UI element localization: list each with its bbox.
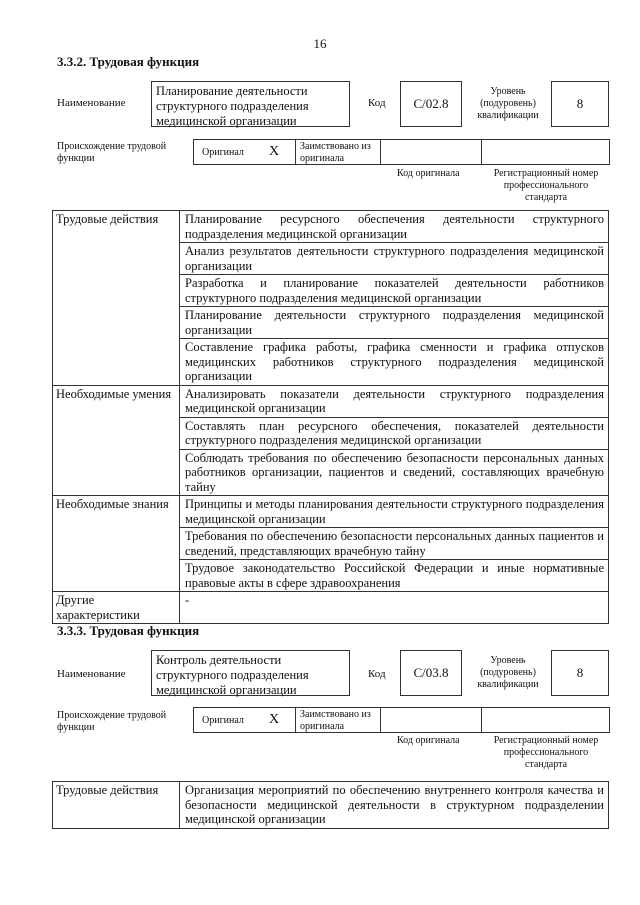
original-mark: X <box>269 712 280 727</box>
divider <box>295 708 296 732</box>
table-row <box>53 592 609 624</box>
function-code: С/03.8 <box>400 650 462 696</box>
table-cell: Соблюдать требования по обеспечению безопасности персональных данных работников организации, пациентов и сведений, составляющих врачебную тайну <box>180 449 609 496</box>
table-row <box>53 496 609 528</box>
function-code: С/02.8 <box>400 81 462 127</box>
level-label: Уровень (подуровень) квалификации <box>477 86 539 121</box>
row-label: Трудовые действия <box>53 211 180 386</box>
divider <box>481 140 482 164</box>
row-label: Трудовые действия <box>53 782 180 829</box>
table-cell: Анализ результатов деятельности структурного подразделения медицинской организации <box>180 243 609 275</box>
table-cell: Принципы и методы планирования деятельности структурного подразделения медицинской организации <box>180 496 609 528</box>
origin-label: Происхождение трудовой функции <box>57 141 167 164</box>
table-row <box>53 385 609 417</box>
code-label: Код <box>368 97 386 109</box>
origin-table <box>193 139 610 165</box>
code-original-label: Код оригинала <box>397 168 460 179</box>
borrowed-label: Заимствовано из оригинала <box>300 709 371 732</box>
code-label: Код <box>368 668 386 680</box>
divider <box>481 708 482 732</box>
table-cell: Составление графика работы, графика сменности и графика отпусков медицинских работников структурного подразделения медицинской организации <box>180 339 609 386</box>
borrowed-label: Заимствовано из оригинала <box>300 141 371 164</box>
original-label: Оригинал <box>202 147 244 158</box>
function-table <box>52 210 609 624</box>
table-cell: Планирование деятельности структурного подразделения медицинской организации <box>180 307 609 339</box>
origin-label: Происхождение трудовой функции <box>57 710 167 733</box>
divider <box>295 140 296 164</box>
code-original-label: Код оригинала <box>397 735 460 746</box>
divider <box>380 708 381 732</box>
function-name: Контроль деятельности структурного подразделения медицинской организации <box>151 650 350 696</box>
qualification-level: 8 <box>551 81 609 127</box>
original-label: Оригинал <box>202 715 244 726</box>
table-cell: Анализировать показатели деятельности структурного подразделения медицинской организации <box>180 385 609 417</box>
table-cell: - <box>180 592 609 624</box>
row-label: Необходимые умения <box>53 385 180 496</box>
page-number: 16 <box>313 36 327 51</box>
section-heading: 3.3.3. Трудовая функция <box>57 623 200 638</box>
reg-number-label: Регистрационный номер профессионального стандарта <box>493 168 599 203</box>
function-table <box>52 781 609 829</box>
divider <box>380 140 381 164</box>
section-heading: 3.3.2. Трудовая функция <box>57 54 200 69</box>
original-mark: X <box>269 144 280 159</box>
row-label: Другие характеристики <box>53 592 180 624</box>
table-cell: Требования по обеспечению безопасности персональных данных пациентов и сведений, представляющих врачебную тайну <box>180 528 609 560</box>
table-row <box>53 782 609 829</box>
table-cell: Организация мероприятий по обеспечению внутреннего контроля качества и безопасности медицинской деятельности в структурном подразделении медицинской организации <box>180 782 609 829</box>
level-label: Уровень (подуровень) квалификации <box>477 655 539 690</box>
reg-number-label: Регистрационный номер профессионального стандарта <box>493 735 599 770</box>
table-cell: Планирование ресурсного обеспечения деятельности структурного подразделения медицинской организации <box>180 211 609 243</box>
name-label: Наименование <box>57 668 126 680</box>
table-cell: Трудовое законодательство Российской Федерации и иные нормативные правовые акты в сфере здравоохранения <box>180 560 609 592</box>
table-cell: Разработка и планирование показателей деятельности работников структурного подразделения медицинской организации <box>180 275 609 307</box>
name-label: Наименование <box>57 97 126 109</box>
origin-table <box>193 707 610 733</box>
qualification-level: 8 <box>551 650 609 696</box>
table-row <box>53 211 609 243</box>
row-label: Необходимые знания <box>53 496 180 592</box>
function-name: Планирование деятельности структурного подразделения медицинской организации <box>151 81 350 127</box>
table-cell: Составлять план ресурсного обеспечения, показателей деятельности структурного подразделения медицинской организации <box>180 417 609 449</box>
